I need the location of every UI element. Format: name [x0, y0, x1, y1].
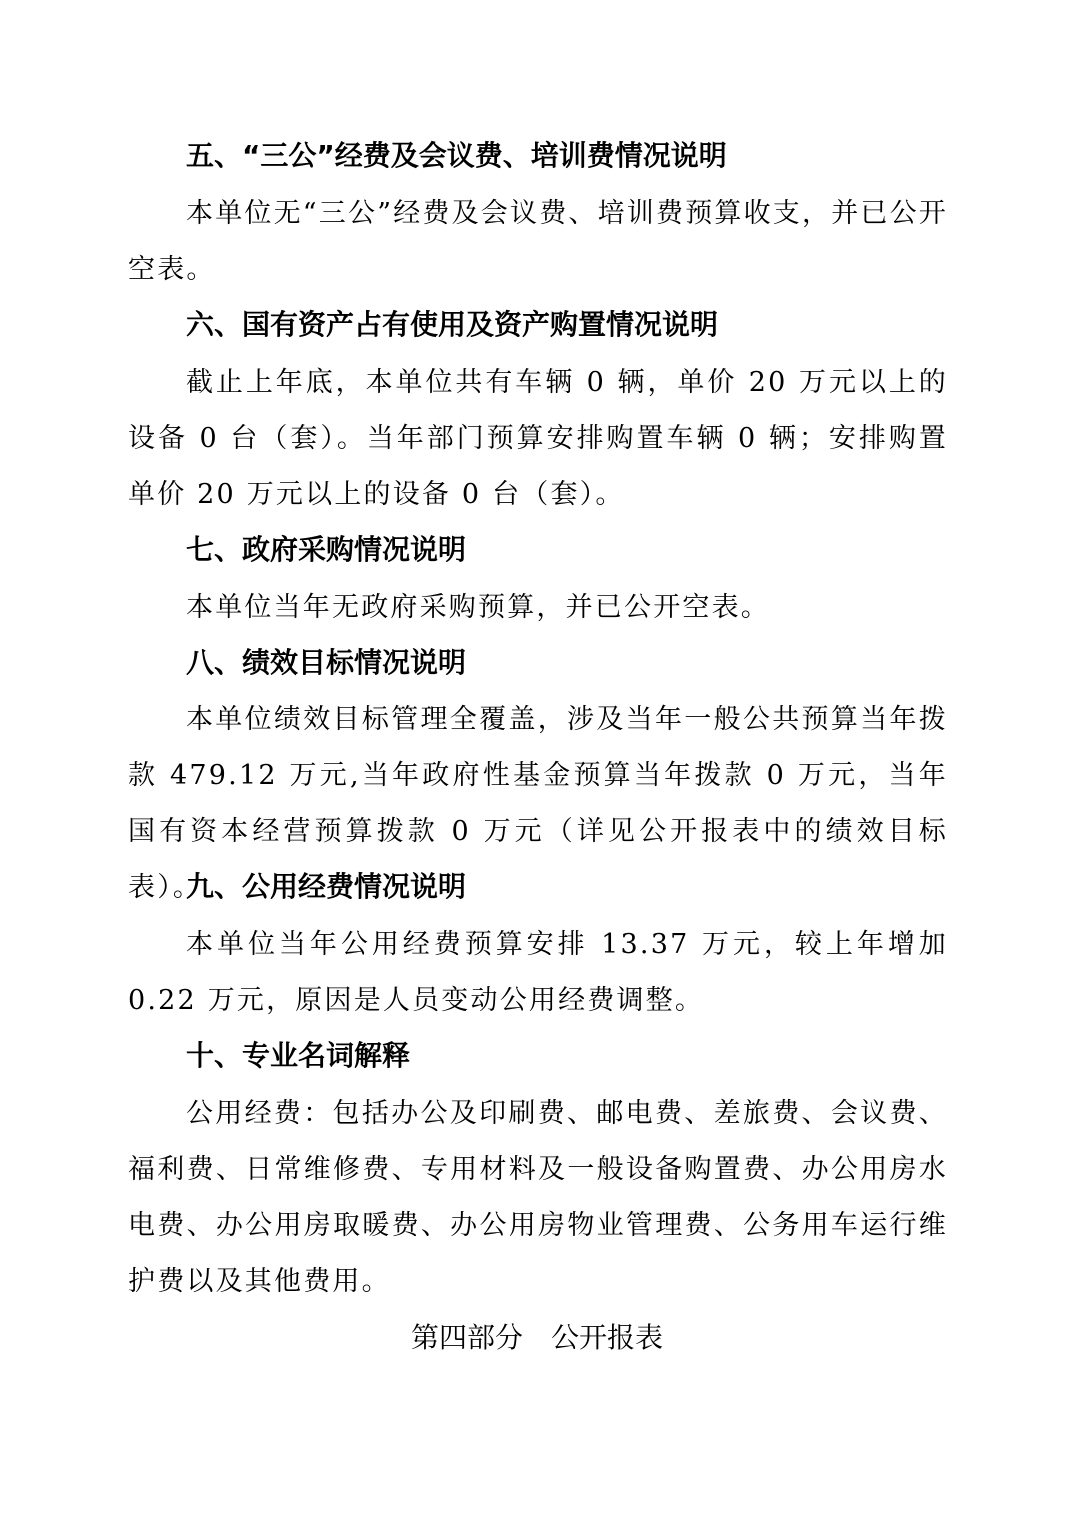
section-body-six: 截止上年底，本单位共有车辆 0 辆，单价 20 万元以上的设备 0 台（套）。当年部门预算安排购置车辆 0 辆；安排购置单价 20 万元以上的设备 0 台（套）。: [128, 367, 948, 510]
section-body-seven: 本单位当年无政府采购预算，并已公开空表。: [186, 592, 770, 623]
section-heading-five: 五、“三公”经费及会议费、培训费情况说明: [186, 139, 727, 172]
section-body-eight: 本单位绩效目标管理全覆盖，涉及当年一般公共预算当年拨款 479.12 万元,当年政府性基金预算当年拨款 0 万元，当年国有资本经营预算拨款 0 万元（详见公开报表中的绩效目标表）。: [128, 704, 948, 903]
section-body-nine: 本单位当年公用经费预算安排 13.37 万元，较上年增加 0.22 万元，原因是人员变动公用经费调整。: [128, 929, 948, 1016]
section-heading-seven: 七、政府采购情况说明: [186, 533, 467, 566]
section-body-five: 本单位无“三公”经费及会议费、培训费预算收支，并已公开空表。: [128, 198, 949, 285]
section-heading-nine: 九、公用经费情况说明: [186, 870, 467, 903]
section-heading-ten: 十、专业名词解释: [186, 1039, 411, 1072]
section-body-ten: 公用经费：包括办公及印刷费、邮电费、差旅费、会议费、福利费、日常维修费、专用材料及一般设备购置费、办公用房水电费、办公用房取暖费、办公用房物业管理费、公务用车运行维护费以及其他费用。: [128, 1098, 948, 1297]
section-heading-six: 六、国有资产占有使用及资产购置情况说明: [186, 308, 719, 341]
section-heading-eight: 八、绩效目标情况说明: [186, 646, 467, 679]
part-title: 第四部分 公开报表: [410, 1321, 663, 1354]
